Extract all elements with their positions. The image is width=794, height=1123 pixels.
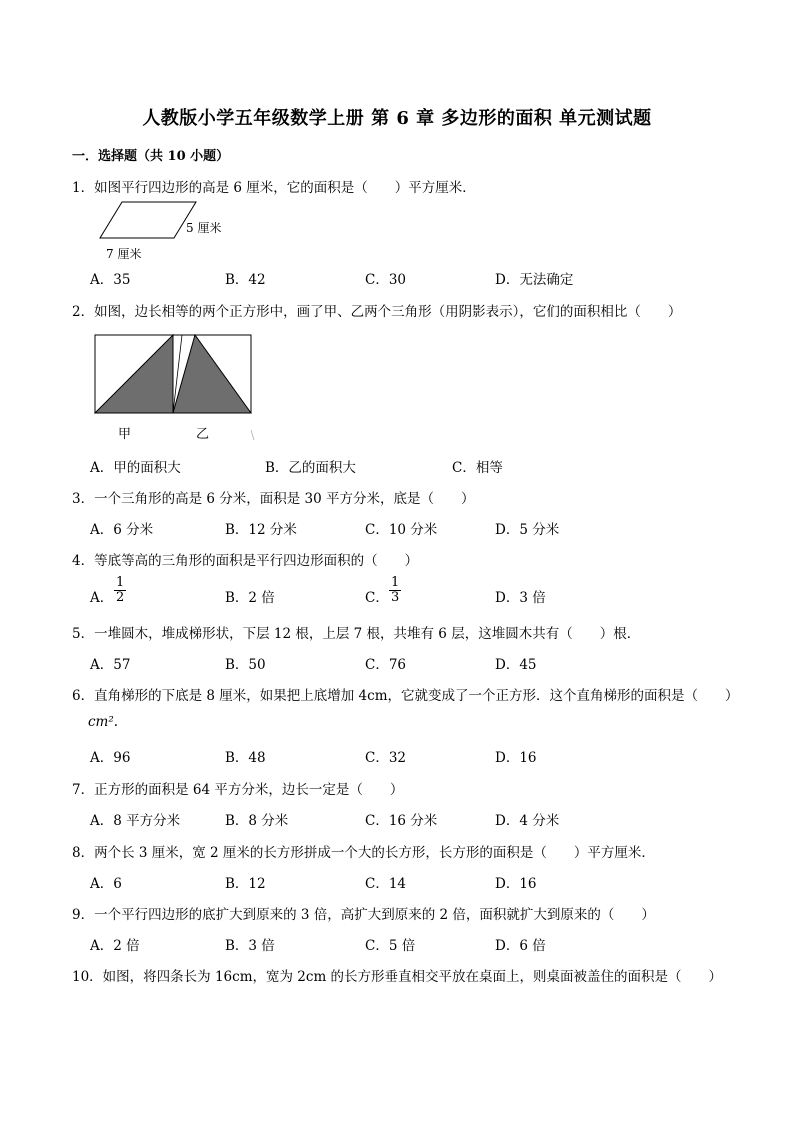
- fraction-numerator: 1: [391, 575, 400, 590]
- option-c[interactable]: C．76: [365, 657, 407, 673]
- option-c[interactable]: C．32: [365, 750, 407, 766]
- fraction-denominator: 3: [391, 590, 400, 605]
- option-c[interactable]: C．相等: [452, 460, 503, 476]
- option-a[interactable]: A．35: [90, 272, 131, 288]
- parallelogram-figure: [88, 198, 228, 268]
- parallelogram-base-label: 7 厘米: [106, 247, 142, 261]
- fraction-denominator: 2: [116, 590, 125, 605]
- option-d[interactable]: D．16: [495, 876, 537, 892]
- option-a[interactable]: A．96: [90, 750, 131, 766]
- question-7-stem: 7．正方形的面积是 64 平方分米，边长一定是（ ）: [72, 782, 404, 798]
- option-b[interactable]: B．42: [225, 272, 266, 288]
- question-8-options: [90, 872, 730, 892]
- question-3-options: [90, 518, 730, 538]
- option-c[interactable]: C．5 倍: [365, 938, 416, 954]
- option-c[interactable]: C．: [365, 590, 389, 606]
- option-b[interactable]: B．12 分米: [225, 522, 297, 538]
- option-b[interactable]: B．12: [225, 876, 266, 892]
- question-4-stem: 4．等底等高的三角形的面积是平行四边形面积的（ ）: [72, 553, 419, 569]
- question-5-stem: 5．一堆圆木，堆成梯形状，下层 12 根，上层 7 根，共堆有 6 层，这堆圆木共有（ ）根．: [72, 626, 641, 642]
- option-c[interactable]: C．16 分米: [365, 813, 438, 829]
- question-8-stem: 8．两个长 3 厘米，宽 2 厘米的长方形拼成一个大的长方形，长方形的面积是（ ）平方厘米．: [72, 845, 655, 861]
- option-c[interactable]: C．14: [365, 876, 407, 892]
- question-9-options: [90, 934, 730, 954]
- question-3-stem: 3．一个三角形的高是 6 分米，面积是 30 平方分米，底是（ ）: [72, 491, 475, 507]
- question-5-options: [90, 653, 730, 673]
- fraction-numerator: 1: [116, 575, 125, 590]
- question-7-options: [90, 809, 730, 829]
- option-a[interactable]: A．57: [90, 657, 131, 673]
- option-b[interactable]: B．50: [225, 657, 266, 673]
- fraction-one-half: [114, 576, 126, 605]
- parallelogram-side-label: 5 厘米: [186, 221, 222, 235]
- question-2-stem: 2．如图，边长相等的两个正方形中，画了甲、乙两个三角形（用阴影表示），它们的面积相比（ ）: [72, 304, 682, 320]
- question-4-options: [90, 575, 730, 606]
- triangle-jia: [95, 335, 173, 413]
- triangle-yi: [173, 335, 251, 413]
- question-6-unit: cm².: [88, 714, 119, 730]
- option-a[interactable]: A．甲的面积大: [90, 460, 181, 476]
- option-a[interactable]: A．8 平方分米: [90, 813, 181, 829]
- option-a[interactable]: A．6 分米: [90, 522, 154, 538]
- question-2-options: [90, 456, 730, 476]
- option-a[interactable]: A．2 倍: [90, 938, 140, 954]
- option-c[interactable]: C．30: [365, 272, 407, 288]
- option-d[interactable]: D．16: [495, 750, 537, 766]
- option-c[interactable]: C．10 分米: [365, 522, 438, 538]
- label-jia: 甲: [118, 427, 132, 442]
- option-d[interactable]: D．45: [495, 657, 537, 673]
- option-d[interactable]: D．4 分米: [495, 813, 560, 829]
- option-b[interactable]: B．3 倍: [225, 938, 275, 954]
- document-title: 人教版小学五年级数学上册 第 6 章 多边形的面积 单元测试题: [142, 108, 652, 129]
- option-a[interactable]: A．: [90, 590, 114, 606]
- question-10-stem: 10．如图，将四条长为 16cm，宽为 2cm 的长方形垂直相交平放在桌面上，则桌面被盖住的面积是（ ）: [72, 969, 723, 985]
- option-d[interactable]: D．5 分米: [495, 522, 560, 538]
- option-b[interactable]: B．48: [225, 750, 266, 766]
- option-d[interactable]: D．6 倍: [495, 938, 546, 954]
- option-b[interactable]: B．2 倍: [225, 590, 275, 606]
- question-1-options: [90, 268, 730, 288]
- label-yi: 乙: [196, 427, 210, 442]
- option-b[interactable]: B．乙的面积大: [265, 460, 356, 476]
- fraction-one-third: [389, 576, 401, 605]
- option-a[interactable]: A．6: [90, 876, 122, 892]
- option-d[interactable]: D．3 倍: [495, 590, 546, 606]
- section-heading: 一．选择题（共 10 小题）: [72, 149, 230, 164]
- option-b[interactable]: B．8 分米: [225, 813, 289, 829]
- two-squares-figure: [94, 334, 258, 444]
- option-d[interactable]: D．无法确定: [495, 272, 574, 288]
- question-9-stem: 9．一个平行四边形的底扩大到原来的 3 倍，高扩大到原来的 2 倍，面积就扩大到原来的（ ）: [72, 907, 655, 923]
- question-1-stem: 1．如图平行四边形的高是 6 厘米，它的面积是（ ）平方厘米．: [72, 180, 476, 196]
- question-6-options: [90, 746, 730, 766]
- question-6-stem: 6．直角梯形的下底是 8 厘米，如果把上底增加 4cm，它就变成了一个正方形．这个直角梯形的面积是（ ）: [72, 688, 739, 704]
